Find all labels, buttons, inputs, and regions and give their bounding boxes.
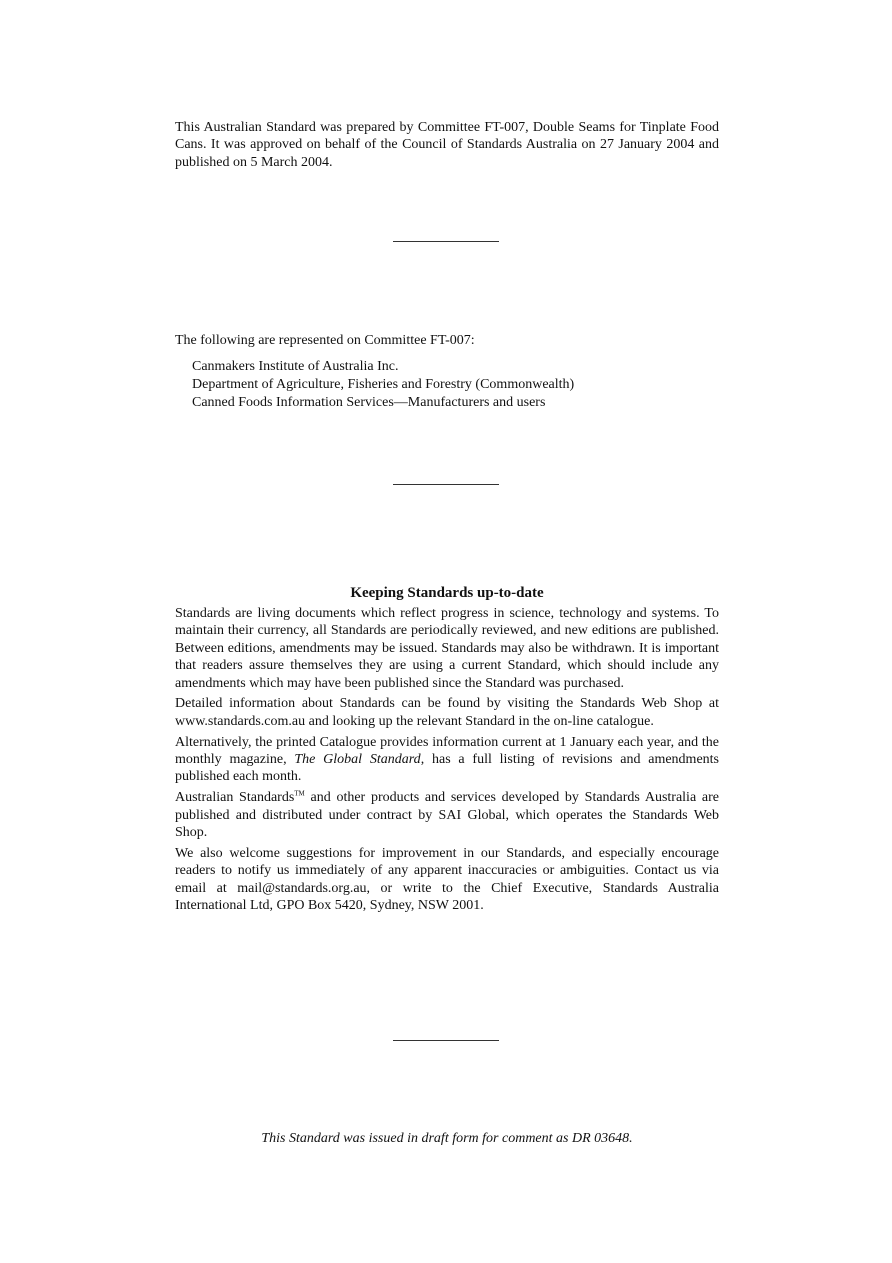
trademark-symbol: TM bbox=[294, 789, 305, 798]
paragraph: We also welcome suggestions for improvement in our Standards, and especially encourage readers to notify us immediately of any apparent inaccuracies or ambiguities. Contact us via email at mail@standards.org.au, or write to the Chief Executive, Standards Australia International Ltd, GPO Box 5420, Sydney, NSW 2001. bbox=[175, 845, 719, 914]
section-divider bbox=[393, 484, 499, 485]
committee-section bbox=[175, 332, 719, 412]
paragraph bbox=[175, 789, 719, 841]
committee-member: Canmakers Institute of Australia Inc. bbox=[192, 359, 399, 375]
committee-intro: The following are represented on Committee FT-007: bbox=[175, 333, 475, 348]
section-divider bbox=[393, 1040, 499, 1041]
paragraph-text: and other products and services developed by Standards Australia are published and distributed under contract by SAI Global, which operates the Standards Web Shop. bbox=[175, 790, 719, 841]
paragraph bbox=[175, 734, 719, 786]
magazine-title: The Global Standard bbox=[294, 752, 421, 768]
paragraph-text: Australian Standards bbox=[175, 790, 295, 806]
section-divider bbox=[393, 241, 499, 242]
committee-member-list bbox=[192, 358, 719, 412]
committee-member: Canned Foods Information Services—Manufacturers and users bbox=[192, 395, 546, 411]
section-heading: Keeping Standards up-to-date bbox=[350, 585, 544, 601]
draft-note: This Standard was issued in draft form for comment as DR 03648. bbox=[261, 1131, 633, 1146]
committee-member: Department of Agriculture, Fisheries and Forestry (Commonwealth) bbox=[192, 377, 575, 393]
paragraph: Detailed information about Standards can be found by visiting the Standards Web Shop at www.standards.com.au and looking up the relevant Standard in the on-line catalogue. bbox=[175, 696, 719, 729]
paragraph: Standards are living documents which reflect progress in science, technology and systems. To maintain their currency, all Standards are periodically reviewed, and new editions are published. Between editions, amendments may be issued. Standards may also be withdrawn. It is important that readers assure themselves they are using a current Standard, which should include any amendments which may have been published since the Standard was purchased. bbox=[175, 606, 719, 691]
keeping-standards-section bbox=[175, 584, 719, 918]
approval-statement: This Australian Standard was prepared by Committee FT-007, Double Seams for Tinplate Food Cans. It was approved on behalf of the Council of Standards Australia on 27 January 2004 and published on 5 March 2004. bbox=[175, 120, 719, 170]
paragraph-text: , has a full listing of revisions and amendments published each month. bbox=[175, 752, 720, 785]
paragraph-text: Alternatively, the printed Catalogue provides information current at 1 January each year, and the monthly magazine, bbox=[175, 734, 719, 768]
